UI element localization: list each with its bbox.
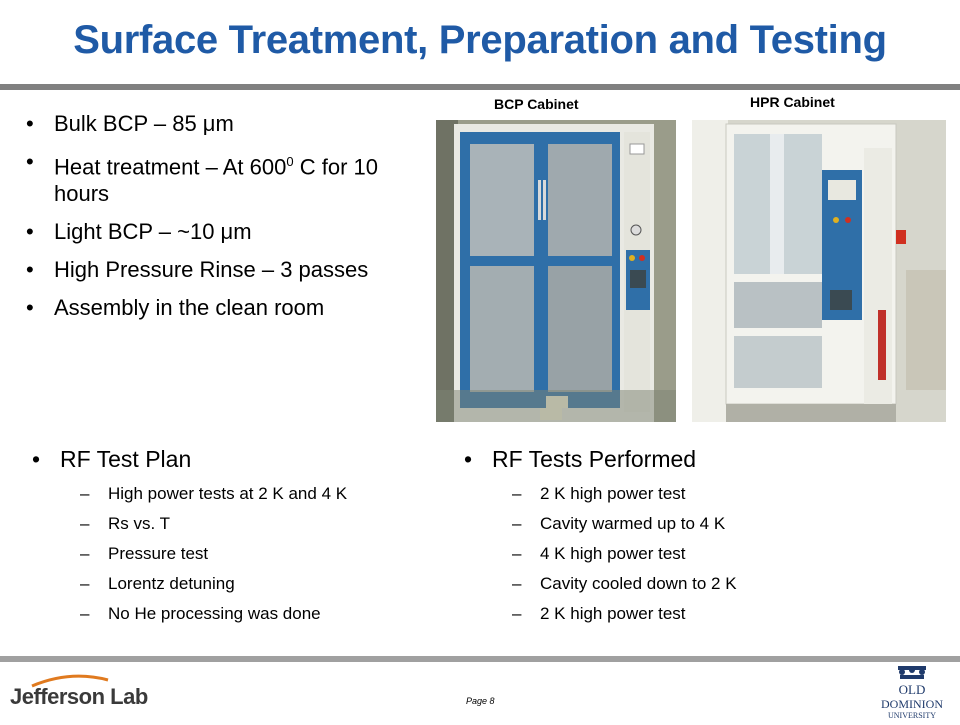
svg-text:OLD: OLD: [898, 682, 926, 697]
list-item: – 2 K high power test: [508, 604, 868, 624]
list-item: – Rs vs. T: [76, 514, 436, 534]
list-item: – Cavity warmed up to 4 K: [508, 514, 868, 534]
list-item: – High power tests at 2 K and 4 K: [76, 484, 436, 504]
jefferson-lab-logo: Jefferson Lab: [10, 684, 148, 710]
title-divider: [0, 84, 960, 90]
bullet-bulk-bcp: • Bulk BCP – 85 μm: [20, 110, 380, 137]
list-item: – Pressure test: [76, 544, 436, 564]
hpr-cabinet-photo: [692, 120, 946, 422]
list-item: – No He processing was done: [76, 604, 436, 624]
list-item: – 4 K high power test: [508, 544, 868, 564]
svg-text:UNIVERSITY: UNIVERSITY: [888, 711, 936, 720]
bcp-caption: BCP Cabinet: [494, 96, 579, 112]
svg-text:DOMINION: DOMINION: [881, 697, 943, 711]
jlab-swoosh-icon: [30, 674, 110, 688]
slide-title: Surface Treatment, Preparation and Testing: [73, 18, 887, 62]
rf-tests-performed-list: [508, 484, 868, 634]
list-item: – Lorentz detuning: [76, 574, 436, 594]
rf-test-plan-heading: • RF Test Plan: [26, 446, 191, 473]
footer-divider: [0, 656, 960, 662]
page-number: Page 8: [466, 696, 495, 706]
hpr-caption: HPR Cabinet: [750, 94, 835, 110]
bullet-heat-treatment: • Heat treatment – At $600^0$ C for 10 hours: [20, 148, 380, 207]
bullet-light-bcp: • Light BCP – ~10 μm: [20, 218, 380, 245]
bullet-assembly: • Assembly in the clean room: [20, 294, 380, 321]
rf-tests-performed-heading: • RF Tests Performed: [458, 446, 696, 473]
bcp-cabinet-photo: [436, 120, 676, 422]
bullet-hpr: • High Pressure Rinse – 3 passes: [20, 256, 380, 283]
list-item: – Cavity cooled down to 2 K: [508, 574, 868, 594]
process-bullet-list: [20, 110, 380, 332]
rf-test-plan-list: [76, 484, 436, 634]
list-item: – 2 K high power test: [508, 484, 868, 504]
odu-logo: [872, 664, 952, 720]
